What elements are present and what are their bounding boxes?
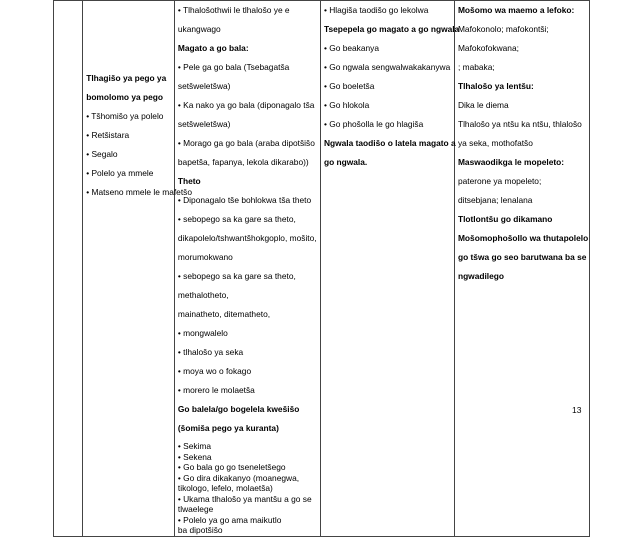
text-line: Tlhagišo ya pego ya bbox=[86, 73, 167, 83]
list-item: • Sekima bbox=[177, 441, 212, 451]
text-line: • Segalo bbox=[86, 149, 118, 159]
text-line: • Pele ga go bala (Tsebagatša bbox=[177, 62, 290, 72]
text-line: • sebopego sa ka gare sa theto, bbox=[177, 214, 296, 224]
text-line: • Retšistara bbox=[86, 130, 130, 140]
text-line: Mafokofokwana; bbox=[457, 43, 519, 53]
text-line: • Ka nako ya go bala (diponagalo tša bbox=[177, 100, 315, 110]
text-line: • Polelo ya mmele bbox=[86, 168, 154, 178]
text-line: • sebopego sa ka gare sa theto, bbox=[177, 271, 296, 281]
text-line: • morero le molaetša bbox=[177, 385, 255, 395]
text-line: • Go ngwala sengwalwakakanywa bbox=[323, 62, 451, 72]
text-line: Magato a go bala: bbox=[177, 43, 249, 53]
text-line: (šomiša pego ya kuranta) bbox=[177, 423, 279, 433]
text-line: • Diponagalo tše bohlokwa tša theto bbox=[177, 195, 312, 205]
text-line: methalotheto, bbox=[177, 290, 229, 300]
text-line: • Go phošolla le go hlagiša bbox=[323, 119, 424, 129]
text-line: Go balela/go bogelela kwešišo bbox=[177, 404, 300, 414]
text-line: ngwadilego bbox=[457, 271, 505, 281]
list-item: tlwaelege bbox=[177, 504, 214, 514]
text-line: morumokwano bbox=[177, 252, 233, 262]
text-line: • Go boeletša bbox=[323, 81, 375, 91]
text-line: dikapolelo/tshwantšhokgoplo, mošito, bbox=[177, 233, 317, 243]
text-line: Mošomophošollo wa thutapolelo bbox=[457, 233, 589, 243]
list-item: • Sekena bbox=[177, 451, 212, 462]
text-line: • Go hlokola bbox=[323, 100, 370, 110]
text-line: • Matseno mmele le mafetšo bbox=[86, 187, 193, 197]
text-line: • mongwalelo bbox=[177, 328, 228, 338]
text-line: paterone ya mopeleto; bbox=[457, 176, 542, 186]
text-line: mainatheto, ditematheto, bbox=[177, 309, 271, 319]
text-line: bapetša, fapanya, lekola dikarabo)) bbox=[177, 157, 309, 167]
text-line: Dika le diema bbox=[457, 100, 509, 110]
text-line: bomolomo ya pego bbox=[86, 92, 163, 102]
text-line: Tlhalošo ya lentšu: bbox=[457, 81, 534, 91]
table-cell-writing bbox=[320, 1, 460, 537]
text-line: • Morago ga go bala (araba dipotšišo bbox=[177, 138, 315, 148]
text-line: setšweletšwa) bbox=[177, 81, 231, 91]
curriculum-table bbox=[53, 0, 590, 537]
text-line: ya seka, mothofatšo bbox=[457, 138, 533, 148]
text-line: • Hlagiša taodišo go lekolwa bbox=[323, 5, 429, 15]
text-line: • tlhalošo ya seka bbox=[177, 347, 244, 357]
page-number: 13 bbox=[572, 405, 582, 415]
text-line: • Tlhalošothwii le tlhalošo ye e bbox=[177, 5, 290, 15]
list-item: • Go bala go go tseneletšego bbox=[177, 462, 286, 472]
text-line: Ngwala taodišo o latela magato a bbox=[323, 138, 456, 148]
text-line: Tlhalošo ya ntšu ka ntšu, thlalošo bbox=[457, 119, 582, 129]
text-line: ukangwago bbox=[177, 24, 221, 34]
text-line: Maswaodikga le mopeleto: bbox=[457, 157, 565, 167]
list-item: ba dipotšišo bbox=[177, 525, 223, 535]
table-cell-reading bbox=[174, 1, 320, 537]
text-line: Mafokonolo; mafokontši; bbox=[457, 24, 549, 34]
text-line: Theto bbox=[177, 176, 201, 186]
list-item: • Go dira dikakanyo (moanegwa, bbox=[177, 472, 300, 483]
table-cell-empty bbox=[54, 1, 83, 537]
table-row bbox=[54, 1, 590, 537]
text-line: Mošomo wa maemo a lefoko: bbox=[457, 5, 575, 15]
list-item: tikologo, lefelo, molaetša) bbox=[177, 483, 273, 493]
text-line: ; mabaka; bbox=[457, 62, 495, 72]
text-line: • Tšhomišo ya polelo bbox=[86, 111, 164, 121]
list-item: • Polelo ya go ama maikutlo bbox=[177, 514, 282, 525]
text-line: • moya wo o fokago bbox=[177, 366, 252, 376]
text-line: setšweletšwa) bbox=[177, 119, 231, 129]
text-line: • Go beakanya bbox=[323, 43, 380, 53]
text-line: Tsepepela go magato a go ngwala bbox=[323, 24, 460, 34]
text-line: go tšwa go seo barutwana ba se bbox=[457, 252, 587, 262]
table-cell-language bbox=[454, 1, 589, 537]
list-item: • Ukama tlhalošo ya mantšu a go se bbox=[177, 493, 312, 504]
text-line: ditsebjana; lenalana bbox=[457, 195, 533, 205]
text-line: go ngwala. bbox=[323, 157, 368, 167]
text-line: Tlotlontšu go dikamano bbox=[457, 214, 553, 224]
